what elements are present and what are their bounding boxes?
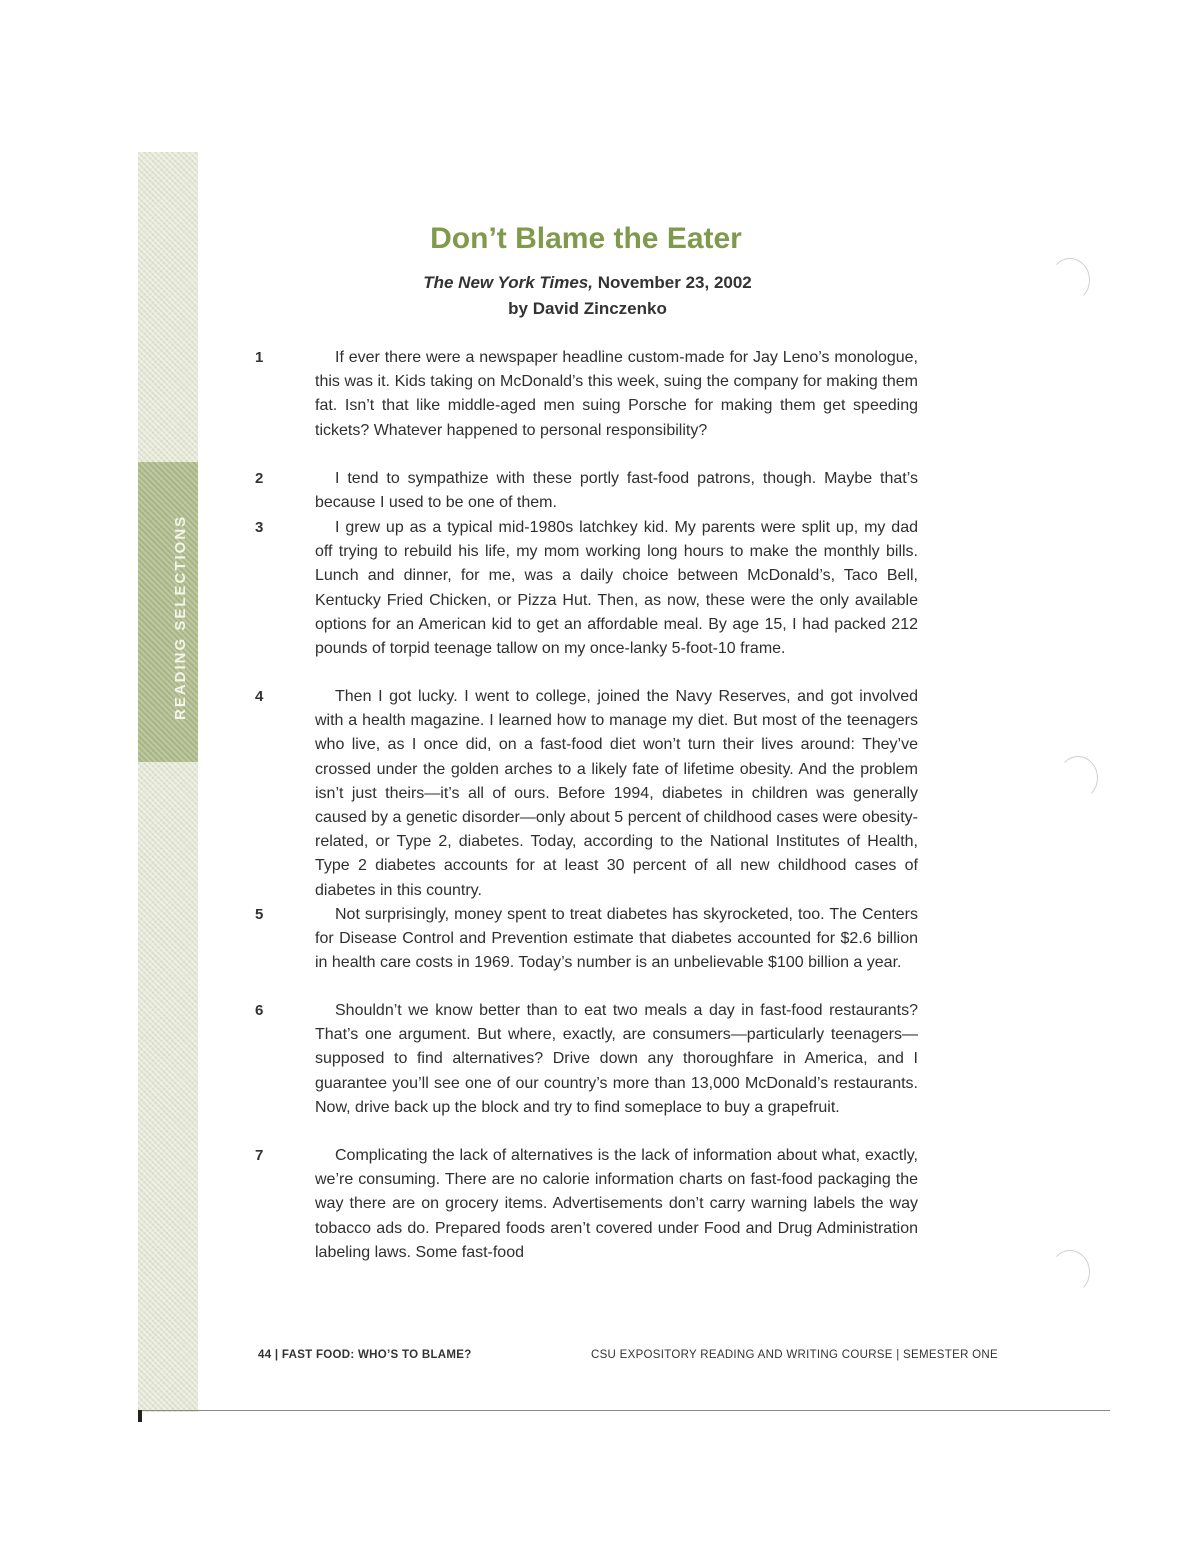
binder-hole-mark (1058, 756, 1098, 800)
footer-course-info: CSU EXPOSITORY READING AND WRITING COURSE | SEMESTER ONE (590, 1349, 998, 1361)
paragraph-number: 1 (255, 349, 264, 366)
scan-corner-mark (138, 1410, 142, 1422)
side-band (138, 152, 198, 1412)
paragraph-text: If ever there were a newspaper headline custom-made for Jay Leno’s monologue, this was it. Kids taking on McDonald’s this week, suing the company for making them fat. Isn’t that like middle-aged men suing Porsche for making them get speeding tickets? Whatever happened to personal responsibility? (315, 349, 918, 439)
paragraph-number: 6 (255, 1002, 264, 1019)
paragraph-text: Then I got lucky. I went to college, joined the Navy Reserves, and got involved with a health magazine. I learned how to manage my diet. But most of the teenagers who live, as I once did, on a fast-food diet won’t turn their lives around: They’ve crossed under the golden arches to a likely fate of lifetime obesity. And the problem isn’t just theirs—it’s all of ours. Before 1994, diabetes in children was generally caused by a genetic disorder—only about 5 percent of childhood cases were obesity-related, or Type 2, diabetes. Today, according to the National Institutes of Health, Type 2 diabetes accounts for at least 30 percent of all new childhood cases of diabetes in this country. (315, 688, 918, 899)
section-label: READING SELECTIONS (172, 514, 189, 720)
article-subtitle (0, 270, 1175, 322)
paragraph-number: 3 (255, 519, 264, 536)
binder-hole-mark (1050, 1250, 1090, 1294)
paragraph-number: 5 (255, 906, 264, 923)
paragraph-text: Shouldn’t we know better than to eat two meals a day in fast-food restaurants? That’s one argument. But where, exactly, are consumers—particularly teenagers—supposed to find alternatives? Drive down any thoroughfare in America, and I guarantee you’ll see one of our country’s more than 13,000 McDonald’s restaurants. Now, drive back up the block and try to find someplace to buy a grapefruit. (315, 1002, 918, 1116)
binder-hole-mark (1050, 258, 1090, 302)
page-edge-rule (140, 1410, 1110, 1411)
paragraph-text: Complicating the lack of alternatives is the lack of information about what, exactly, we’re consuming. There are no calorie information charts on fast-food packaging the way there are on grocery items. Advertisements don’t carry warning labels the way tobacco ads do. Prepared foods aren’t covered under Food and Drug Administration labeling laws. Some fast-food (315, 1147, 918, 1261)
paragraph-text: Not surprisingly, money spent to treat diabetes has skyrocketed, too. The Centers for Disease Control and Prevention estimate that diabetes accounted for $2.6 billion in health care costs in 1969. Today’s number is an unbelievable $100 billion a year. (315, 906, 918, 972)
paragraph-number: 2 (255, 470, 264, 487)
side-band-section-marker (138, 462, 198, 762)
paragraph-text: I tend to sympathize with these portly fast-food patrons, though. Maybe that’s because I used to be one of them. (315, 470, 918, 512)
publication-date: November 23, 2002 (597, 273, 752, 292)
publication-name: The New York Times, (423, 273, 593, 292)
footer-page-info: 44 | FAST FOOD: WHO’S TO BLAME? (258, 1349, 472, 1361)
paragraph-text: I grew up as a typical mid-1980s latchkey kid. My parents were split up, my dad off trying to rebuild his life, my mom working long hours to make the monthly bills. Lunch and dinner, for me, was a daily choice between McDonald’s, Taco Bell, Kentucky Fried Chicken, or Pizza Hut. Then, as now, these were the only available options for an American kid to get an affordable meal. By age 15, I had packed 212 pounds of torpid teenage tallow on my once-lanky 5-foot-10 frame. (315, 519, 918, 658)
byline: by David Zinczenko (508, 299, 667, 318)
paragraph-number: 7 (255, 1147, 264, 1164)
article-title: Don’t Blame the Eater (430, 222, 742, 255)
paragraph-number: 4 (255, 688, 264, 705)
publication-line (0, 270, 1175, 296)
